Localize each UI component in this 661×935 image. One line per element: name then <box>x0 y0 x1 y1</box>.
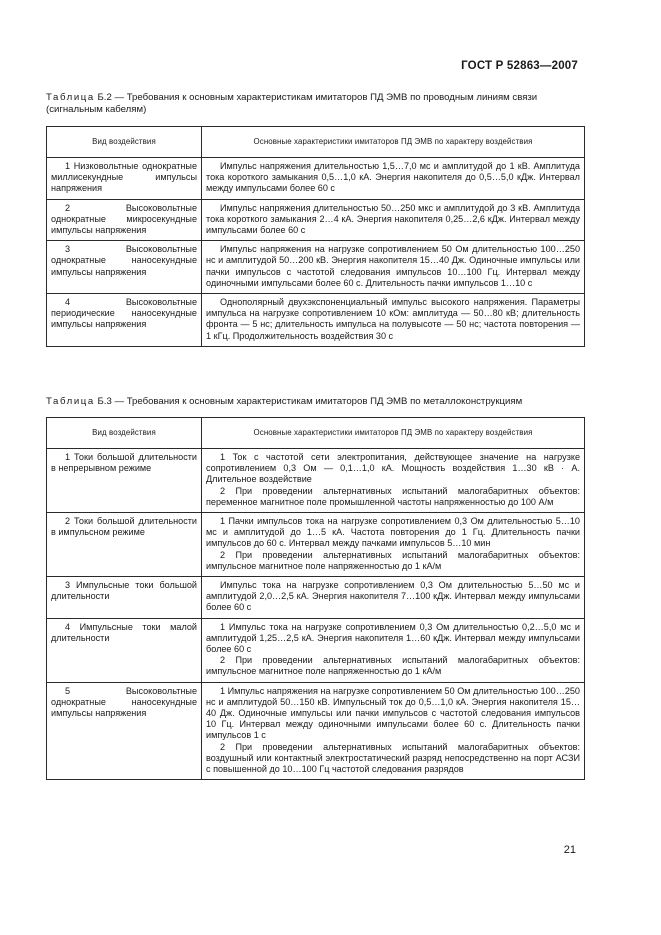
characteristics-text: Импульс тока на нагрузке сопротивлением 0,3 Ом длительностью 5…50 мс и амплитудой 2,0…2,5 кА. Энергия накопителя 7…100 кДж. Интервал между импульсами более 60 с <box>206 580 580 613</box>
characteristics-text: Импульс напряжения на нагрузке сопротивлением 50 Ом длительностью 100…250 нс и амплитудой 50…200 кВ. Энергия накопителя 15…40 Дж. Одиночные импульсы или пачки импульсов с частотой следования импульсов 10…100 Гц. Интервал между одиночными импульсами более 60 с. Длительность пачки импульсов 1…10 с <box>206 244 580 288</box>
impact-type-cell <box>47 682 202 780</box>
table-row <box>47 682 585 780</box>
characteristics-cell <box>202 449 585 513</box>
impact-type-cell <box>47 449 202 513</box>
impact-type-text: 2 Высоковольтные однократные микросекундные импульсы напряжения <box>51 202 197 236</box>
table-b3 <box>46 417 585 780</box>
table-row <box>47 577 585 619</box>
table-b2-caption <box>46 92 586 116</box>
impact-type-text: 1 Токи большой длительности в непрерывном режиме <box>51 452 197 474</box>
impact-type-text: 3 Импульсные токи большой длительности <box>51 580 197 602</box>
impact-type-text: 4 Импульсные токи малой длительности <box>51 621 197 643</box>
characteristics-text: 2 При проведении альтернативных испытаний малогабаритных объектов: импульсное магнитное поле напряженностью до 1 кА/м <box>206 655 580 677</box>
characteristics-text: 1 Ток с частотой сети электропитания, действующее значение на нагрузке сопротивлением 0,3 Ом — 0,1…1,0 кА. Мощность воздействия 1…30 кВ · А. Длительное воздействие <box>206 452 580 485</box>
impact-type-cell <box>47 577 202 619</box>
impact-type-text: 5 Высоковольтные однократные наносекундные импульсы напряжения <box>51 685 197 719</box>
table-b2-caption-text: Б.2 — Требования к основным характеристикам имитаторов ПД ЭМВ по проводным линиям связи (сигнальным кабелям) <box>46 92 538 115</box>
table-row <box>47 449 585 513</box>
characteristics-cell <box>202 158 585 200</box>
characteristics-text: 1 Импульс напряжения на нагрузке сопротивлением 50 Ом длительностью 100…250 нс и амплитудой 50…150 кВ. Импульсный ток до 0,5…1,0 кА. Энергия накопителя 15…40 Дж. Одиночные импульсы или пачки импульсов с частотой следования импульсов 10 Гц. Интервал между одиночными импульсами более 60 с. Длительность пачки импульсов 1 с <box>206 685 580 741</box>
impact-type-text: 3 Высоковольтные однократные наносекундные импульсы напряжения <box>51 244 197 277</box>
table-b3-col2-header: Основные характеристики имитаторов ПД ЭМВ по характеру воздействия <box>202 418 585 449</box>
characteristics-text: 2 При проведении альтернативных испытаний малогабаритных объектов: воздушный или контактный электростатический разряд непосредственно на порт АСЗИ с повышенной до 10…100 Гц частотой следования разрядов <box>206 741 580 775</box>
characteristics-text: 1 Импульс тока на нагрузке сопротивлением 0,3 Ом длительностью 0,2…5,0 мс и амплитудой 1,25…2,5 кА. Энергия накопителя 1…60 кДж. Интервал между импульсами более 60 с <box>206 621 580 655</box>
table-row <box>47 158 585 200</box>
impact-type-cell <box>47 241 202 294</box>
characteristics-cell <box>202 682 585 780</box>
characteristics-cell <box>202 513 585 577</box>
table-b2-caption-label: Таблица <box>46 92 95 103</box>
characteristics-cell <box>202 199 585 241</box>
characteristics-cell <box>202 618 585 682</box>
table-row <box>47 618 585 682</box>
table-b3-caption <box>46 396 586 408</box>
characteristics-text: Импульс напряжения длительностью 1,5…7,0 мс и амплитудой до 1 кВ. Амплитуда тока короткого замыкания 0,5…1,0 кА. Энергия накопителя до 0,5…5,0 кДж. Интервал между импульсами более 60 с <box>206 161 580 194</box>
table-b3-caption-text: Б.3 — Требования к основным характеристикам имитаторов ПД ЭМВ по металлоконструкциям <box>94 396 523 407</box>
impact-type-text: 1 Низковольтные однократные миллисекундные импульсы напряжения <box>51 161 197 194</box>
characteristics-cell <box>202 294 585 347</box>
table-row <box>47 199 585 241</box>
characteristics-text: Импульс напряжения длительностью 50…250 мкс и амплитудой до 3 кВ. Амплитуда тока короткого замыкания 2…4 кА. Энергия накопителя 0,25…2,6 кДж. Интервал между импульсами более 60 с <box>206 202 580 236</box>
impact-type-text: 4 Высоковольтные периодические наносекундные импульсы напряжения <box>51 297 197 330</box>
characteristics-text: Однополярный двухэкспоненциальный импульс высокого напряжения. Параметры импульса на нагрузке сопротивлением 10 кОм: амплитуда — 50…80 кВ; длительность фронта — 5 нс; длительность импульса на полувысоте — 50 нс; частота повторения — 1 кГц. Продолжительность воздействия 30 с <box>206 297 580 341</box>
characteristics-cell <box>202 241 585 294</box>
impact-type-cell <box>47 513 202 577</box>
impact-type-cell <box>47 158 202 200</box>
table-b2-col1-header: Вид воздействия <box>47 127 202 158</box>
table-row <box>47 241 585 294</box>
table-b2 <box>46 126 585 347</box>
table-b3-caption-label: Таблица <box>46 396 95 407</box>
table-b2-col2-header: Основные характеристики имитаторов ПД ЭМВ по характеру воздействия <box>202 127 585 158</box>
impact-type-cell <box>47 618 202 682</box>
page-number: 21 <box>563 844 576 856</box>
table-row <box>47 513 585 577</box>
characteristics-text: 2 При проведении альтернативных испытаний малогабаритных объектов: импульсное магнитное поле напряженностью до 1 кА/м <box>206 549 580 571</box>
characteristics-cell <box>202 577 585 619</box>
impact-type-text: 2 Токи большой длительности в импульсном режиме <box>51 516 197 538</box>
impact-type-cell <box>47 199 202 241</box>
table-b3-col1-header: Вид воздействия <box>47 418 202 449</box>
impact-type-cell <box>47 294 202 347</box>
table-row <box>47 294 585 347</box>
characteristics-text: 2 При проведении альтернативных испытаний малогабаритных объектов: переменное магнитное поле промышленной частоты напряженностью до 100 А/м <box>206 485 580 507</box>
standard-designation: ГОСТ Р 52863—2007 <box>461 60 578 72</box>
characteristics-text: 1 Пачки импульсов тока на нагрузке сопротивлением 0,3 Ом длительностью 5…10 мс и амплитудой до 1…5 кА. Частота повторения до 1 Гц. Длительность пачки импульсов до 60 с. Интервал между пачками импульсов 5…10 мин <box>206 516 580 549</box>
